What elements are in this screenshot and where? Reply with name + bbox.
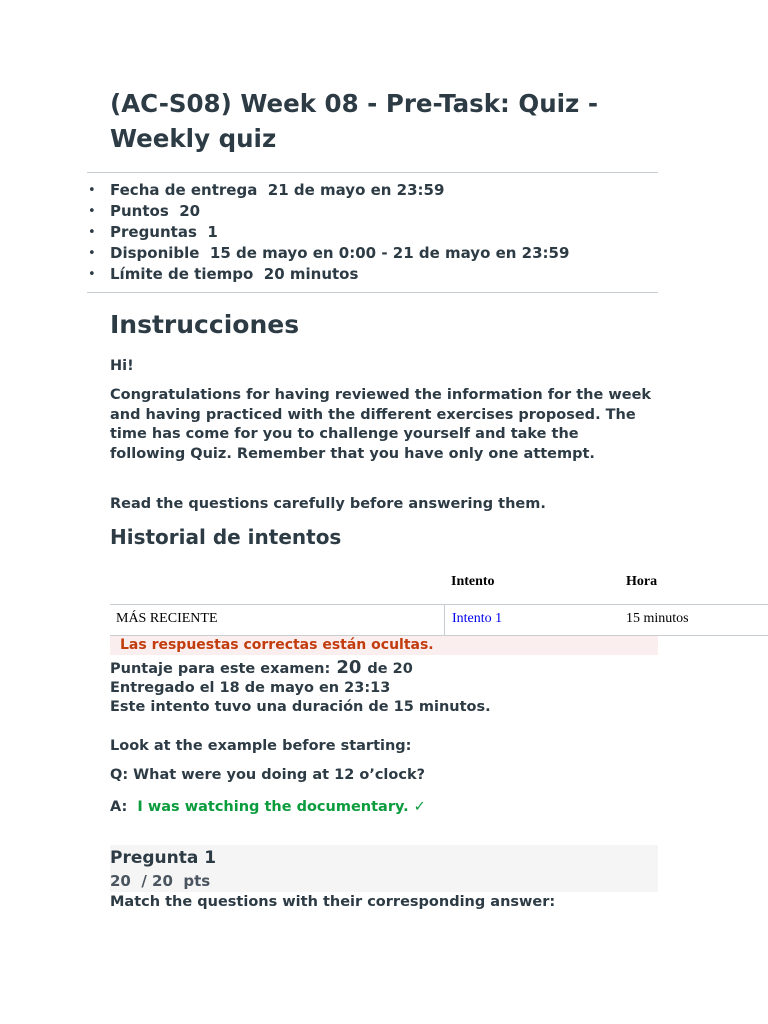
detail-available: [110, 243, 569, 264]
submitted-date: Entregado el 18 de mayo en 23:13: [110, 680, 391, 696]
score-line: [110, 658, 413, 680]
detail-value: 21 de mayo en 23:59: [267, 181, 445, 199]
table-cell-divider: [444, 604, 445, 635]
detail-value: 20: [179, 202, 201, 220]
question-prompt: Match the questions with their corresponding answer:: [110, 894, 556, 910]
example-answer-prefix: A:: [110, 799, 128, 815]
detail-label: Puntos: [110, 202, 169, 220]
column-header-time: Hora: [626, 574, 658, 589]
column-header-attempt: Intento: [451, 574, 495, 589]
detail-label: Fecha de entrega: [110, 181, 258, 199]
attempt-history-heading: Historial de intentos: [110, 525, 342, 549]
page-title: (AC-S08) Week 08 - Pre-Task: Quiz - Weekly quiz: [110, 89, 599, 153]
detail-value: 1: [207, 223, 218, 241]
detail-due-date: [110, 180, 569, 201]
score-value: 20: [336, 657, 362, 678]
detail-value: 20 minutos: [263, 265, 359, 283]
detail-label: Límite de tiempo: [110, 265, 254, 283]
table-row-label: MÁS RECIENTE: [116, 611, 218, 626]
score-label: Puntaje para este examen:: [110, 661, 331, 677]
example-intro: Look at the example before starting:: [110, 738, 412, 754]
divider-bottom: [87, 292, 658, 293]
instructions-greeting: Hi!: [110, 358, 134, 374]
detail-label: Disponible: [110, 244, 200, 262]
question-title: Pregunta 1: [110, 848, 217, 868]
attempt-duration: Este intento tuvo una duración de 15 minutos.: [110, 699, 491, 715]
question-points: 20 / 20 pts: [110, 872, 211, 890]
example-question: Q: What were you doing at 12 o’clock?: [110, 767, 425, 783]
detail-time-limit: [110, 264, 569, 285]
detail-questions: [110, 222, 569, 243]
detail-value: 15 de mayo en 0:00 - 21 de mayo en 23:59: [209, 244, 570, 262]
instructions-paragraph: Congratulations for having reviewed the information for the week and having practiced with the different exercises proposed. The time has come for you to challenge yourself and take the following Quiz. Remember that you have only one attempt.: [110, 387, 652, 462]
instructions-heading: Instrucciones: [110, 310, 300, 339]
detail-points: [110, 201, 569, 222]
quiz-details-list: [110, 180, 569, 285]
hidden-answers-alert: Las respuestas correctas están ocultas.: [110, 636, 658, 655]
example-answer-line: [110, 798, 655, 818]
table-header-divider: [110, 604, 768, 605]
example-answer: I was watching the documentary. ✓: [137, 799, 426, 815]
table-row-time: 15 minutos: [626, 611, 689, 626]
score-of: de 20: [367, 661, 413, 677]
divider-top: [87, 172, 658, 173]
detail-label: Preguntas: [110, 223, 197, 241]
attempt-link[interactable]: Intento 1: [452, 611, 503, 626]
instructions-note: Read the questions carefully before answering them.: [110, 496, 546, 512]
